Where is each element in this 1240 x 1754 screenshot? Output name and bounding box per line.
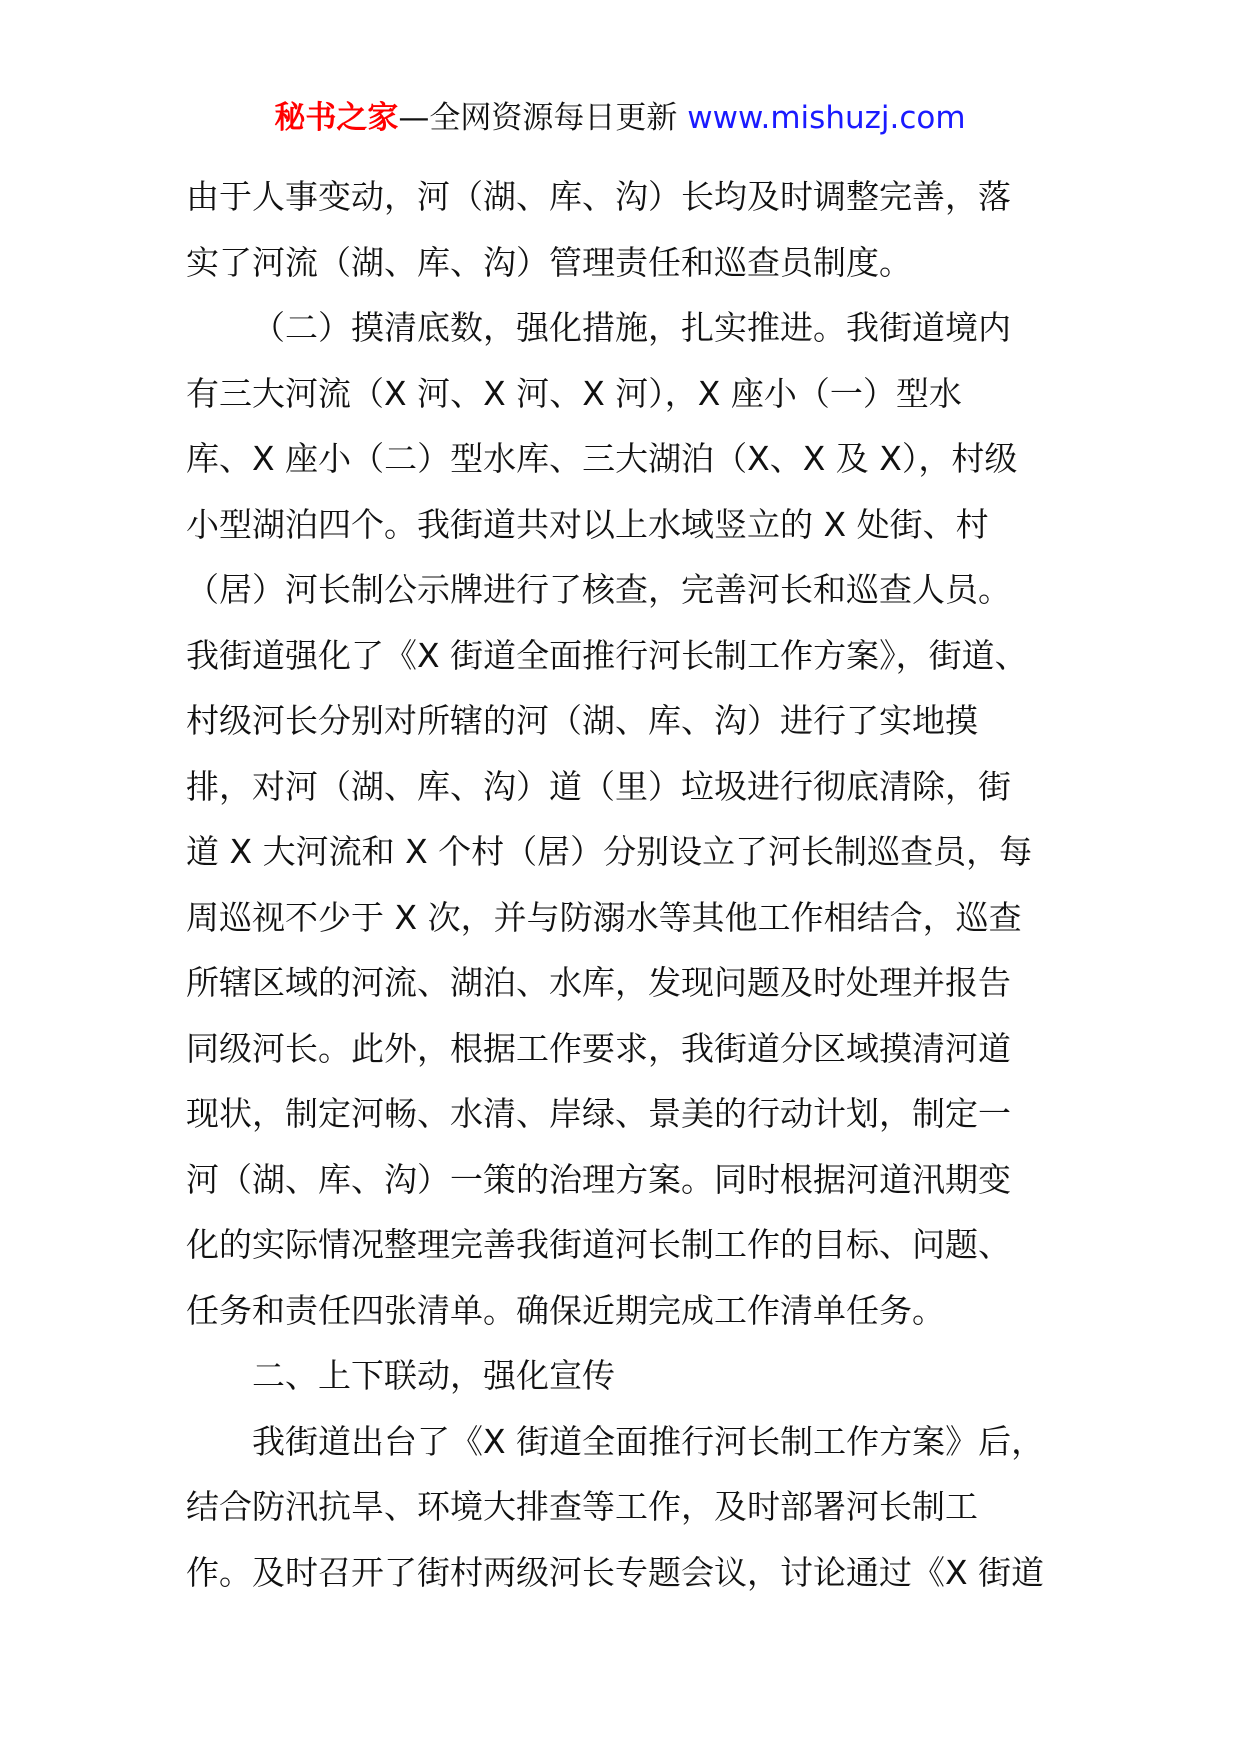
body-line: 作。及时召开了街村两级河长专题会议，讨论通过《X 街道 [186, 1552, 1045, 1592]
body-line: 周巡视不少于 X 次，并与防溺水等其他工作相结合，巡查 [186, 897, 1022, 937]
document-body [186, 164, 1066, 1605]
body-line: 排，对河（湖、库、沟）道（里）垃圾进行彻底清除，街 [186, 766, 1011, 806]
body-line: 小型湖泊四个。我街道共对以上水域竖立的 X 处街、村 [186, 504, 989, 544]
section-heading: 二、上下联动，强化宣传 [252, 1356, 615, 1395]
body-line: 实了河流（湖、库、沟）管理责任和巡查员制度。 [186, 242, 912, 282]
header-slogan: —全网资源每日更新 [398, 100, 688, 136]
site-header [0, 98, 1240, 138]
body-line: 我街道强化了《X 街道全面推行河长制工作方案》，街道、 [186, 635, 1028, 675]
paragraph-start-line: 我街道出台了《X 街道全面推行河长制工作方案》后， [252, 1421, 1045, 1461]
body-line: 道 X 大河流和 X 个村（居）分别设立了河长制巡查员，每 [186, 832, 1033, 871]
body-line: 由于人事变动，河（湖、库、沟）长均及时调整完善，落 [186, 177, 1011, 216]
body-line: 现状，制定河畅、水清、岸绿、景美的行动计划，制定一 [186, 1094, 1011, 1133]
body-line: 化的实际情况整理完善我街道河长制工作的目标、问题、 [186, 1225, 1011, 1264]
body-line: 库、X 座小（二）型水库、三大湖泊（X、X 及 X），村级 [186, 439, 1018, 478]
section-subheading-line: （二）摸清底数，强化措施，扎实推进。我街道境内 [252, 308, 1011, 347]
body-line: 村级河长分别对所辖的河（湖、库、沟）进行了实地摸 [186, 701, 978, 740]
body-line: 河（湖、库、沟）一策的治理方案。同时根据河道汛期变 [186, 1159, 1011, 1199]
body-line: （居）河长制公示牌进行了核查，完善河长和巡查人员。 [186, 570, 1011, 609]
brand-name: 秘书之家 [274, 100, 399, 136]
body-line: 结合防汛抗旱、环境大排查等工作，及时部署河长制工 [186, 1487, 978, 1526]
body-line: 任务和责任四张清单。确保近期完成工作清单任务。 [186, 1290, 945, 1330]
site-url-link[interactable]: www.mishuzj.com [687, 100, 966, 136]
body-line: 同级河长。此外，根据工作要求，我街道分区域摸清河道 [186, 1028, 1011, 1068]
body-line: 所辖区域的河流、湖泊、水库，发现问题及时处理并报告 [186, 963, 1011, 1002]
body-line: 有三大河流（X 河、X 河、X 河），X 座小（一）型水 [186, 373, 962, 413]
